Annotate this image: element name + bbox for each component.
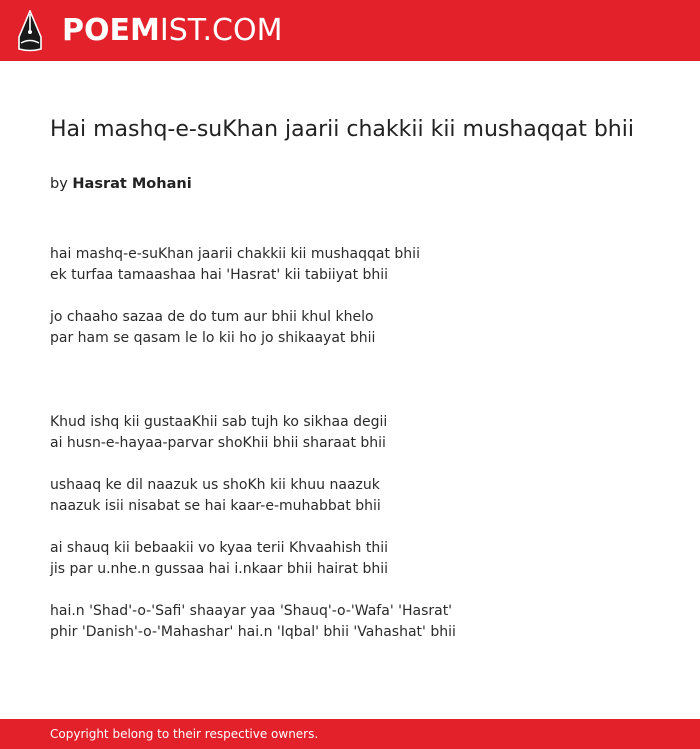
- poem-line: par ham se qasam le lo kii ho jo shikaayat bhii: [50, 330, 376, 346]
- poem-line: hai.n 'Shad'-o-'Safi' shaayar yaa 'Shauq'-o-'Wafa' 'Hasrat': [50, 603, 453, 619]
- site-header: [0, 0, 700, 61]
- byline: [50, 174, 192, 194]
- brand-light: IST.COM: [159, 13, 283, 48]
- copyright-text: Copyright belong to their respective owners.: [50, 727, 319, 741]
- poem-title: Hai mashq-e-suKhan jaarii chakkii kii mushaqqat bhii: [50, 117, 634, 142]
- poem-line: naazuk isii nisabat se hai kaar-e-muhabbat bhii: [50, 498, 381, 514]
- stanza: [50, 244, 650, 286]
- poem-line: ushaaq ke dil naazuk us shoKh kii khuu naazuk: [50, 477, 380, 493]
- poem-line: jo chaaho sazaa de do tum aur bhii khul khelo: [50, 309, 374, 325]
- stanza: [50, 538, 650, 580]
- poem-line: Khud ishq kii gustaaKhii sab tujh ko sikhaa degii: [50, 414, 388, 430]
- author-name[interactable]: Hasrat Mohani: [72, 176, 192, 192]
- site-logo-text[interactable]: [62, 11, 282, 51]
- stanza: [50, 412, 650, 454]
- poem-line: ek turfaa tamaashaa hai 'Hasrat' kii tabiiyat bhii: [50, 267, 389, 283]
- poem-line: hai mashq-e-suKhan jaarii chakkii kii mushaqqat bhii: [50, 246, 420, 262]
- stanza: [50, 307, 650, 349]
- pen-nib-icon[interactable]: [18, 10, 42, 52]
- poem-line: ai shauq kii bebaakii vo kyaa terii Khvaahish thii: [50, 540, 389, 556]
- poem-line: phir 'Danish'-o-'Mahashar' hai.n 'Iqbal' bhii 'Vahashat' bhii: [50, 624, 456, 640]
- brand-strong: POEM: [62, 13, 160, 48]
- stanza: [50, 475, 650, 517]
- stanza: [50, 601, 650, 643]
- poem-body: [50, 244, 650, 643]
- poem-line: ai husn-e-hayaa-parvar shoKhii bhii sharaat bhii: [50, 435, 386, 451]
- poem-line: jis par u.nhe.n gussaa hai i.nkaar bhii hairat bhii: [50, 561, 388, 577]
- site-footer: [0, 719, 700, 749]
- by-label: by: [50, 176, 68, 192]
